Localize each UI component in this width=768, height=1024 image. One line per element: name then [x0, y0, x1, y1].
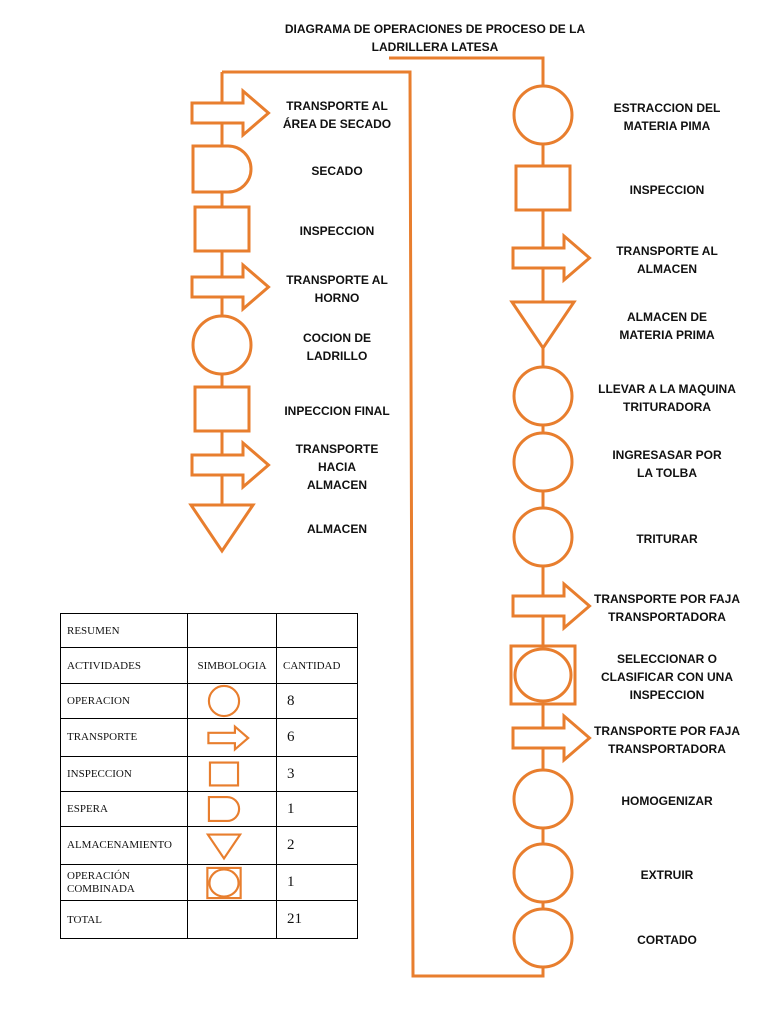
step-label: SELECCIONAR O CLASIFICAR CON UNA INSPECCION: [601, 652, 733, 702]
step-symbol-operation: [514, 86, 572, 144]
legend-combined-icon: [207, 867, 240, 897]
activity-name: OPERACIÓN COMBINADA: [61, 865, 188, 901]
column-header-quantity: CANTIDAD: [277, 648, 358, 684]
step-label: TRANSPORTE HACIA ALMACEN: [295, 442, 379, 492]
step-symbol-operation: [514, 367, 572, 425]
quantity-value: 2: [277, 827, 358, 865]
summary-row: [61, 719, 358, 757]
step-symbol-inspection: [195, 207, 249, 251]
summary-empty-cell: [188, 614, 277, 648]
step-symbol-inspection: [195, 387, 249, 431]
step-symbol-operation: [514, 433, 572, 491]
summary-table: [60, 613, 358, 939]
step-label: INPECCION FINAL: [284, 404, 390, 418]
step-label: ALMACEN DE MATERIA PRIMA: [619, 310, 715, 342]
summary-row: [61, 827, 358, 865]
step-label: TRANSPORTE AL HORNO: [286, 273, 388, 305]
quantity-value: 3: [277, 757, 358, 792]
step-label: CORTADO: [637, 933, 697, 947]
step-symbol-operation: [514, 909, 572, 967]
summary-empty-cell: [188, 901, 277, 939]
summary-row: [61, 865, 358, 901]
symbol-cell: [188, 827, 277, 865]
total-label: TOTAL: [61, 901, 188, 939]
step-label: SECADO: [311, 164, 363, 178]
quantity-value: 1: [277, 865, 358, 901]
step-label: HOMOGENIZAR: [621, 794, 713, 808]
legend-operation-icon: [209, 686, 239, 716]
activity-name: ALMACENAMIENTO: [61, 827, 188, 865]
symbol-cell: [188, 792, 277, 827]
summary-row: [61, 792, 358, 827]
symbol-cell: [188, 757, 277, 792]
activity-name: INSPECCION: [61, 757, 188, 792]
symbol-cell: [188, 719, 277, 757]
symbol-cell: [188, 865, 277, 901]
quantity-value: 1: [277, 792, 358, 827]
step-label: ALMACEN: [307, 522, 367, 536]
legend-storage-icon: [208, 834, 240, 858]
step-label: INGRESASAR POR LA TOLBA: [612, 448, 722, 480]
summary-row: [61, 757, 358, 792]
quantity-value: 8: [277, 684, 358, 719]
activity-name: OPERACION: [61, 684, 188, 719]
total-value: 21: [277, 901, 358, 939]
summary-header: RESUMEN: [61, 614, 188, 648]
step-label: TRANSPORTE AL ÁREA DE SECADO: [282, 99, 392, 131]
step-symbol-storage: [512, 302, 574, 348]
step-label: EXTRUIR: [640, 868, 694, 882]
step-symbol-operation: [514, 770, 572, 828]
column-header-symbology: SIMBOLOGIA: [188, 648, 277, 684]
step-symbol-combined: [511, 646, 575, 704]
step-label: INSPECCION: [299, 224, 375, 238]
step-symbol-operation: [514, 844, 572, 902]
step-label: COCION DE LADRILLO: [302, 331, 371, 363]
activity-name: TRANSPORTE: [61, 719, 188, 757]
diagram-title: DIAGRAMA DE OPERACIONES DE PROCESO DE LA LADRILLERA LATESA: [284, 22, 586, 54]
activity-name: ESPERA: [61, 792, 188, 827]
step-label: TRANSPORTE POR FAJA TRANSPORTADORA: [593, 724, 740, 756]
summary-empty-cell: [277, 614, 358, 648]
quantity-value: 6: [277, 719, 358, 757]
step-label: TRITURAR: [636, 532, 698, 546]
summary-row: [61, 684, 358, 719]
step-label: TRANSPORTE AL ALMACEN: [616, 244, 718, 276]
step-label: ESTRACCION DEL MATERIA PIMA: [613, 101, 721, 133]
legend-inspection-icon: [210, 763, 238, 786]
step-label: INSPECCION: [629, 183, 705, 197]
column-header-activities: ACTIVIDADES: [61, 648, 188, 684]
step-symbol-inspection: [516, 166, 570, 210]
step-label: TRANSPORTE POR FAJA TRANSPORTADORA: [593, 592, 740, 624]
step-symbol-operation: [514, 508, 572, 566]
legend-transport-icon: [208, 726, 248, 749]
legend-delay-icon: [209, 797, 239, 821]
symbol-cell: [188, 684, 277, 719]
step-label: LLEVAR A LA MAQUINA TRITURADORA: [598, 382, 736, 414]
